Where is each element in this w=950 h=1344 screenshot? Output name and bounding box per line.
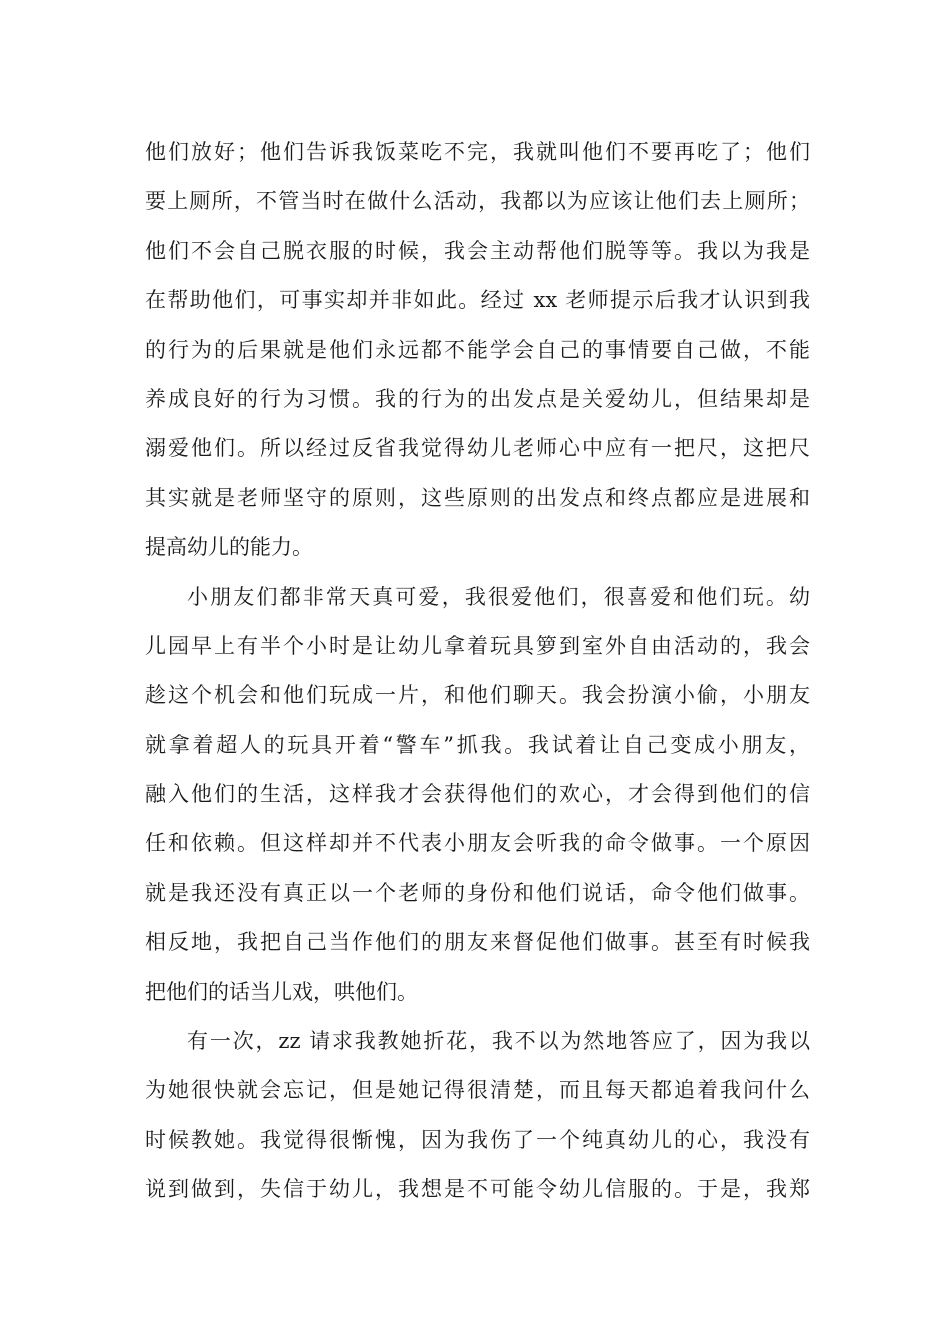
paragraph-2 [145,573,810,1018]
text-line: 其实就是老师坚守的原则，这些原则的出发点和终点都应是进展和 [145,485,810,510]
text-line: 有一次，zz 请求我教她折花，我不以为然地答应了，因为我以 [187,1029,810,1054]
text-line: 儿园早上有半个小时是让幼儿拿着玩具箩到室外自由活动的，我会 [145,633,810,658]
text-line: 养成良好的行为习惯。我的行为的出发点是关爱幼儿，但结果却是 [145,386,810,411]
text-line: 在帮助他们，可事实却并非如此。经过 xx 老师提示后我才认识到我 [145,288,810,313]
document-body [145,128,810,1215]
text-line: 趁这个机会和他们玩成一片，和他们聊天。我会扮演小偷，小朋友 [145,683,810,708]
text-line: 就拿着超人的玩具开着“警车”抓我。我试着让自己变成小朋友， [145,732,810,757]
text-line: 小朋友们都非常天真可爱，我很爱他们，很喜爱和他们玩。幼 [187,584,810,609]
text-line: 相反地，我把自己当作他们的朋友来督促他们做事。甚至有时候我 [145,930,810,955]
text-line: 就是我还没有真正以一个老师的身份和他们说话，命令他们做事。 [145,880,810,905]
text-line: 要上厕所，不管当时在做什么活动，我都以为应该让他们去上厕所； [145,189,810,214]
text-line: 他们放好；他们告诉我饭菜吃不完，我就叫他们不要再吃了；他们 [145,140,810,164]
text-line: 他们不会自己脱衣服的时候，我会主动帮他们脱等等。我以为我是 [145,238,810,263]
text-line: 溺爱他们。所以经过反省我觉得幼儿老师心中应有一把尺，这把尺 [145,436,810,461]
paragraph-1 [145,128,810,573]
text-line: 融入他们的生活，这样我才会获得他们的欢心，才会得到他们的信 [145,782,810,807]
text-line: 把他们的话当儿戏，哄他们。 [145,979,418,1004]
text-line: 说到做到，失信于幼儿，我想是不可能令幼儿信服的。于是，我郑 [145,1177,810,1202]
text-line: 提高幼儿的能力。 [145,535,313,560]
paragraph-3 [145,1017,810,1215]
text-line: 时候教她。我觉得很惭愧，因为我伤了一个纯真幼儿的心，我没有 [145,1127,810,1152]
text-line: 的行为的后果就是他们永远都不能学会自己的事情要自己做，不能 [145,337,810,362]
text-line: 为她很快就会忘记，但是她记得很清楚，而且每天都追着我问什么 [145,1078,810,1103]
text-line: 任和依赖。但这样却并不代表小朋友会听我的命令做事。一个原因 [145,831,810,856]
